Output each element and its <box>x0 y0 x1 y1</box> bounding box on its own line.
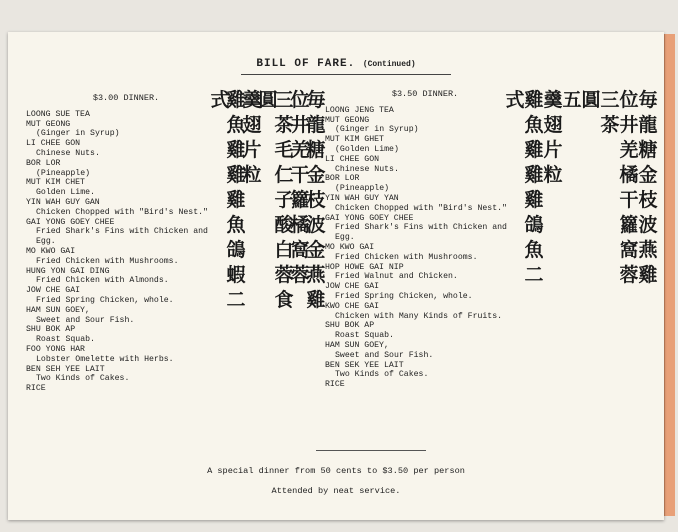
menu-item <box>325 263 525 283</box>
chinese-text-column: 式 <box>210 89 230 111</box>
menu-item-name: MUT KIM CHET <box>26 178 85 188</box>
left-menu-header: $3.00 DINNER. <box>92 93 160 103</box>
menu-item <box>26 120 226 140</box>
menu-item-name: GAI YONG GOEY CHEE <box>26 217 115 227</box>
menu-item-name: YIN WAH GUY GAN <box>26 197 100 207</box>
menu-item-name: GAI YONG GOEY CHEE <box>325 213 414 223</box>
chinese-text-column: 位井羌干籮橘窩蓉 <box>290 89 310 286</box>
menu-item-name: BOR LOR <box>26 158 61 168</box>
menu-item <box>26 384 226 394</box>
menu-item-description: Golden Lime. <box>36 188 95 198</box>
menu-item <box>26 247 226 267</box>
menu-item-name: HAM SUN GOEY, <box>325 340 389 350</box>
menu-item-name: BOR LOR <box>325 174 360 184</box>
menu-item-name: MUT KIM GHET <box>325 135 384 145</box>
chinese-menu-left <box>210 88 326 448</box>
menu-item <box>325 282 525 302</box>
menu-item-name: BEN SEK YEE LAIT <box>325 360 404 370</box>
right-menu-column <box>325 90 525 390</box>
menu-item-name: SHU BOK AP <box>325 321 375 331</box>
menu-item-name: HOP HOWE GAI NIP <box>325 262 404 272</box>
menu-item <box>26 218 226 247</box>
menu-item-name: MUT GEONG <box>325 115 370 125</box>
menu-item-description: Roast Squab. <box>36 335 95 345</box>
menu-item-description: Fried Chicken with Mushrooms. <box>335 252 478 262</box>
chinese-text-column: 毎龍糖金枝波金燕雞 <box>306 89 326 311</box>
menu-item-description: Sweet and Sour Fish. <box>335 350 434 360</box>
menu-item-description: Two Kinds of Cakes. <box>36 374 130 384</box>
menu-item <box>26 139 226 159</box>
menu-item-description: Chicken Chopped with "Bird's Nest." <box>36 207 208 217</box>
menu-item-name: KWO CHE GAI <box>325 301 380 311</box>
menu-item-name: LI CHEE GON <box>325 154 380 164</box>
chinese-text-column: 三茶毛仁子酸白蓉食 <box>274 89 294 311</box>
menu-item-description: Sweet and Sour Fish. <box>36 315 135 325</box>
menu-item-name: MO KWO GAI <box>26 246 76 256</box>
menu-item-description: Fried Spring Chicken, whole. <box>36 295 174 305</box>
page-title <box>8 58 664 70</box>
divider-rule <box>316 450 426 451</box>
menu-item-description: (Golden Lime) <box>335 144 399 154</box>
menu-item <box>325 194 525 214</box>
menu-item-name: LOONG SUE TEA <box>26 109 90 119</box>
menu-item-description: Fried Spring Chicken, whole. <box>335 291 473 301</box>
menu-item <box>325 302 525 322</box>
menu-item-name: MO KWO GAI <box>325 242 375 252</box>
chinese-text-column: 圓 <box>581 89 601 111</box>
menu-item-name: HAM SUN GOEY, <box>26 305 90 315</box>
menu-item-description: Chinese Nuts. <box>36 148 100 158</box>
menu-item <box>325 106 525 116</box>
menu-item-description: Fried Shark's Fins with Chicken and Egg. <box>335 223 507 243</box>
menu-item <box>325 155 525 175</box>
page-edge <box>664 34 675 516</box>
menu-item-description: Lobster Omelette with Herbs. <box>36 354 174 364</box>
menu-item <box>26 345 226 365</box>
menu-item-name: MUT GEONG <box>26 119 71 129</box>
chinese-text-column: 羹翅片粒 <box>543 89 563 186</box>
menu-item-description: (Pineapple) <box>36 168 91 178</box>
title-text: BILL OF FARE. <box>256 58 356 70</box>
left-menu-column <box>26 94 226 394</box>
menu-item <box>325 321 525 341</box>
menu-item-name: RICE <box>26 384 46 394</box>
chinese-text-column: 五 <box>562 89 582 111</box>
menu-item-name: LI CHEE GON <box>26 139 81 149</box>
menu-item <box>325 135 525 155</box>
menu-item <box>26 325 226 345</box>
menu-item-name: JOW CHE GAI <box>325 282 380 292</box>
menu-item <box>325 214 525 243</box>
chinese-menu-right <box>505 88 658 448</box>
menu-item-name: RICE <box>325 380 345 390</box>
menu-item <box>26 159 226 179</box>
menu-item-name: YIN WAH GUY YAN <box>325 193 399 203</box>
chinese-text-column: 雞魚雞雞雞鴿魚二 <box>524 89 544 286</box>
title-note: (Continued) <box>362 60 416 69</box>
menu-item <box>325 380 525 390</box>
menu-item-name: HUNG YON GAI DING <box>26 266 110 276</box>
menu-item <box>26 110 226 120</box>
chinese-text-column: 三茶 <box>600 89 620 136</box>
menu-item <box>325 361 525 381</box>
menu-item-name: SHU BOK AP <box>26 325 76 335</box>
menu-item <box>26 267 226 287</box>
menu-item <box>325 243 525 263</box>
chinese-text-column: 雞魚雞雞雞魚鴿蝦二 <box>226 89 246 311</box>
footer-line-2: Attended by neat service. <box>271 486 401 496</box>
menu-item-name: JOW CHE GAI <box>26 286 81 296</box>
menu-page <box>8 32 664 520</box>
menu-item <box>325 341 525 361</box>
menu-item-description: Fried Chicken with Almonds. <box>36 276 169 286</box>
menu-item-description: Fried Walnut and Chicken. <box>335 272 458 282</box>
chinese-text-column: 式 <box>505 89 525 111</box>
chinese-text-column: 圓 <box>258 89 278 111</box>
right-menu-items <box>325 106 525 390</box>
menu-item <box>325 116 525 136</box>
menu-item-description: (Ginger in Syrup) <box>335 125 419 135</box>
menu-item-description: Chinese Nuts. <box>335 164 399 174</box>
menu-item-description: Two Kinds of Cakes. <box>335 370 429 380</box>
chinese-text-column: 毎龍糖金枝波燕雞 <box>638 89 658 286</box>
menu-item-description: Fried Chicken with Mushrooms. <box>36 256 179 266</box>
menu-item-name: BEN SEH YEE LAIT <box>26 364 105 374</box>
title-rule <box>241 74 451 75</box>
menu-item-description: Fried Shark's Fins with Chicken and Egg. <box>36 227 208 247</box>
menu-item-description: (Pineapple) <box>335 184 390 194</box>
menu-item <box>26 286 226 306</box>
menu-item <box>325 174 525 194</box>
chinese-text-column: 位井羌橘干籮窩蓉 <box>619 89 639 286</box>
menu-item-name: LOONG JENG TEA <box>325 105 394 115</box>
menu-item-description: Roast Squab. <box>335 331 394 341</box>
menu-item-description: Chicken with Many Kinds of Fruits. <box>335 311 503 321</box>
right-menu-header: $3.50 DINNER. <box>391 89 459 99</box>
menu-item-description: (Ginger in Syrup) <box>36 129 120 139</box>
left-menu-items <box>26 110 226 394</box>
chinese-text-column: 羹翅片粒 <box>242 89 262 186</box>
menu-item <box>26 306 226 326</box>
menu-item <box>26 198 226 218</box>
menu-item <box>26 365 226 385</box>
menu-item <box>26 178 226 198</box>
footer-line-1: A special dinner from 50 cents to $3.50 per person <box>207 466 465 476</box>
menu-item-name: FOO YONG HAR <box>26 344 85 354</box>
menu-item-description: Chicken Chopped with "Bird's Nest." <box>335 203 507 213</box>
